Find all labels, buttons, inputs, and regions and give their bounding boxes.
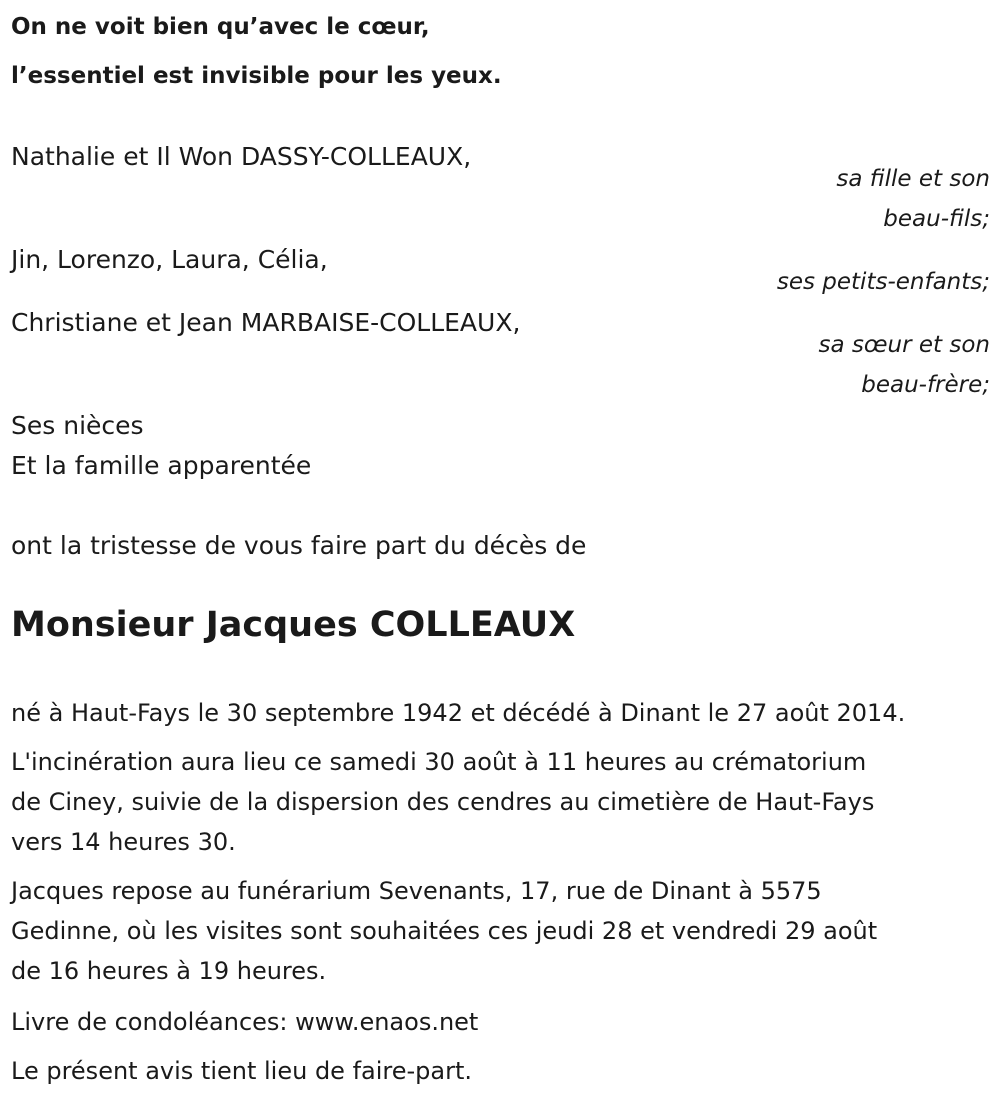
family-relation-grandchildren: ses petits-enfants;: [776, 269, 990, 295]
visit-line-1: Jacques repose au funérarium Sevenants, 17, rue de Dinant à 5575: [11, 877, 822, 905]
cremation-line-3: vers 14 heures 30.: [11, 828, 236, 856]
announcement-text: ont la tristesse de vous faire part du décès de: [11, 531, 587, 560]
condolences-text: Livre de condoléances: www.enaos.net: [11, 1008, 479, 1036]
birth-death-text: né à Haut-Fays le 30 septembre 1942 et décédé à Dinant le 27 août 2014.: [11, 699, 906, 727]
deceased-name: Monsieur Jacques COLLEAUX: [11, 605, 576, 645]
family-names-daughter: Nathalie et Il Won DASSY-COLLEAUX,: [11, 142, 472, 171]
family-relation-daughter-2: beau-fils;: [883, 206, 990, 232]
cremation-line-1: L'incinération aura lieu ce samedi 30 août à 11 heures au crématorium: [11, 748, 867, 776]
cremation-line-2: de Ciney, suivie de la dispersion des cendres au cimetière de Haut-Fays: [11, 788, 875, 816]
visit-line-3: de 16 heures à 19 heures.: [11, 957, 327, 985]
others-nieces: Ses nièces: [11, 411, 144, 440]
quote-line-1: On ne voit bien qu’avec le cœur,: [11, 14, 430, 40]
family-relation-daughter-1: sa fille et son: [836, 166, 990, 192]
quote-line-2: l’essentiel est invisible pour les yeux.: [11, 63, 502, 89]
family-relation-sister-2: beau-frère;: [861, 372, 990, 398]
notice-text: Le présent avis tient lieu de faire-part.: [11, 1057, 473, 1085]
family-names-grandchildren: Jin, Lorenzo, Laura, Célia,: [11, 245, 328, 274]
others-family: Et la famille apparentée: [11, 451, 312, 480]
family-relation-sister-1: sa sœur et son: [818, 332, 990, 358]
visit-line-2: Gedinne, où les visites sont souhaitées ces jeudi 28 et vendredi 29 août: [11, 917, 878, 945]
family-names-sister: Christiane et Jean MARBAISE-COLLEAUX,: [11, 308, 521, 337]
